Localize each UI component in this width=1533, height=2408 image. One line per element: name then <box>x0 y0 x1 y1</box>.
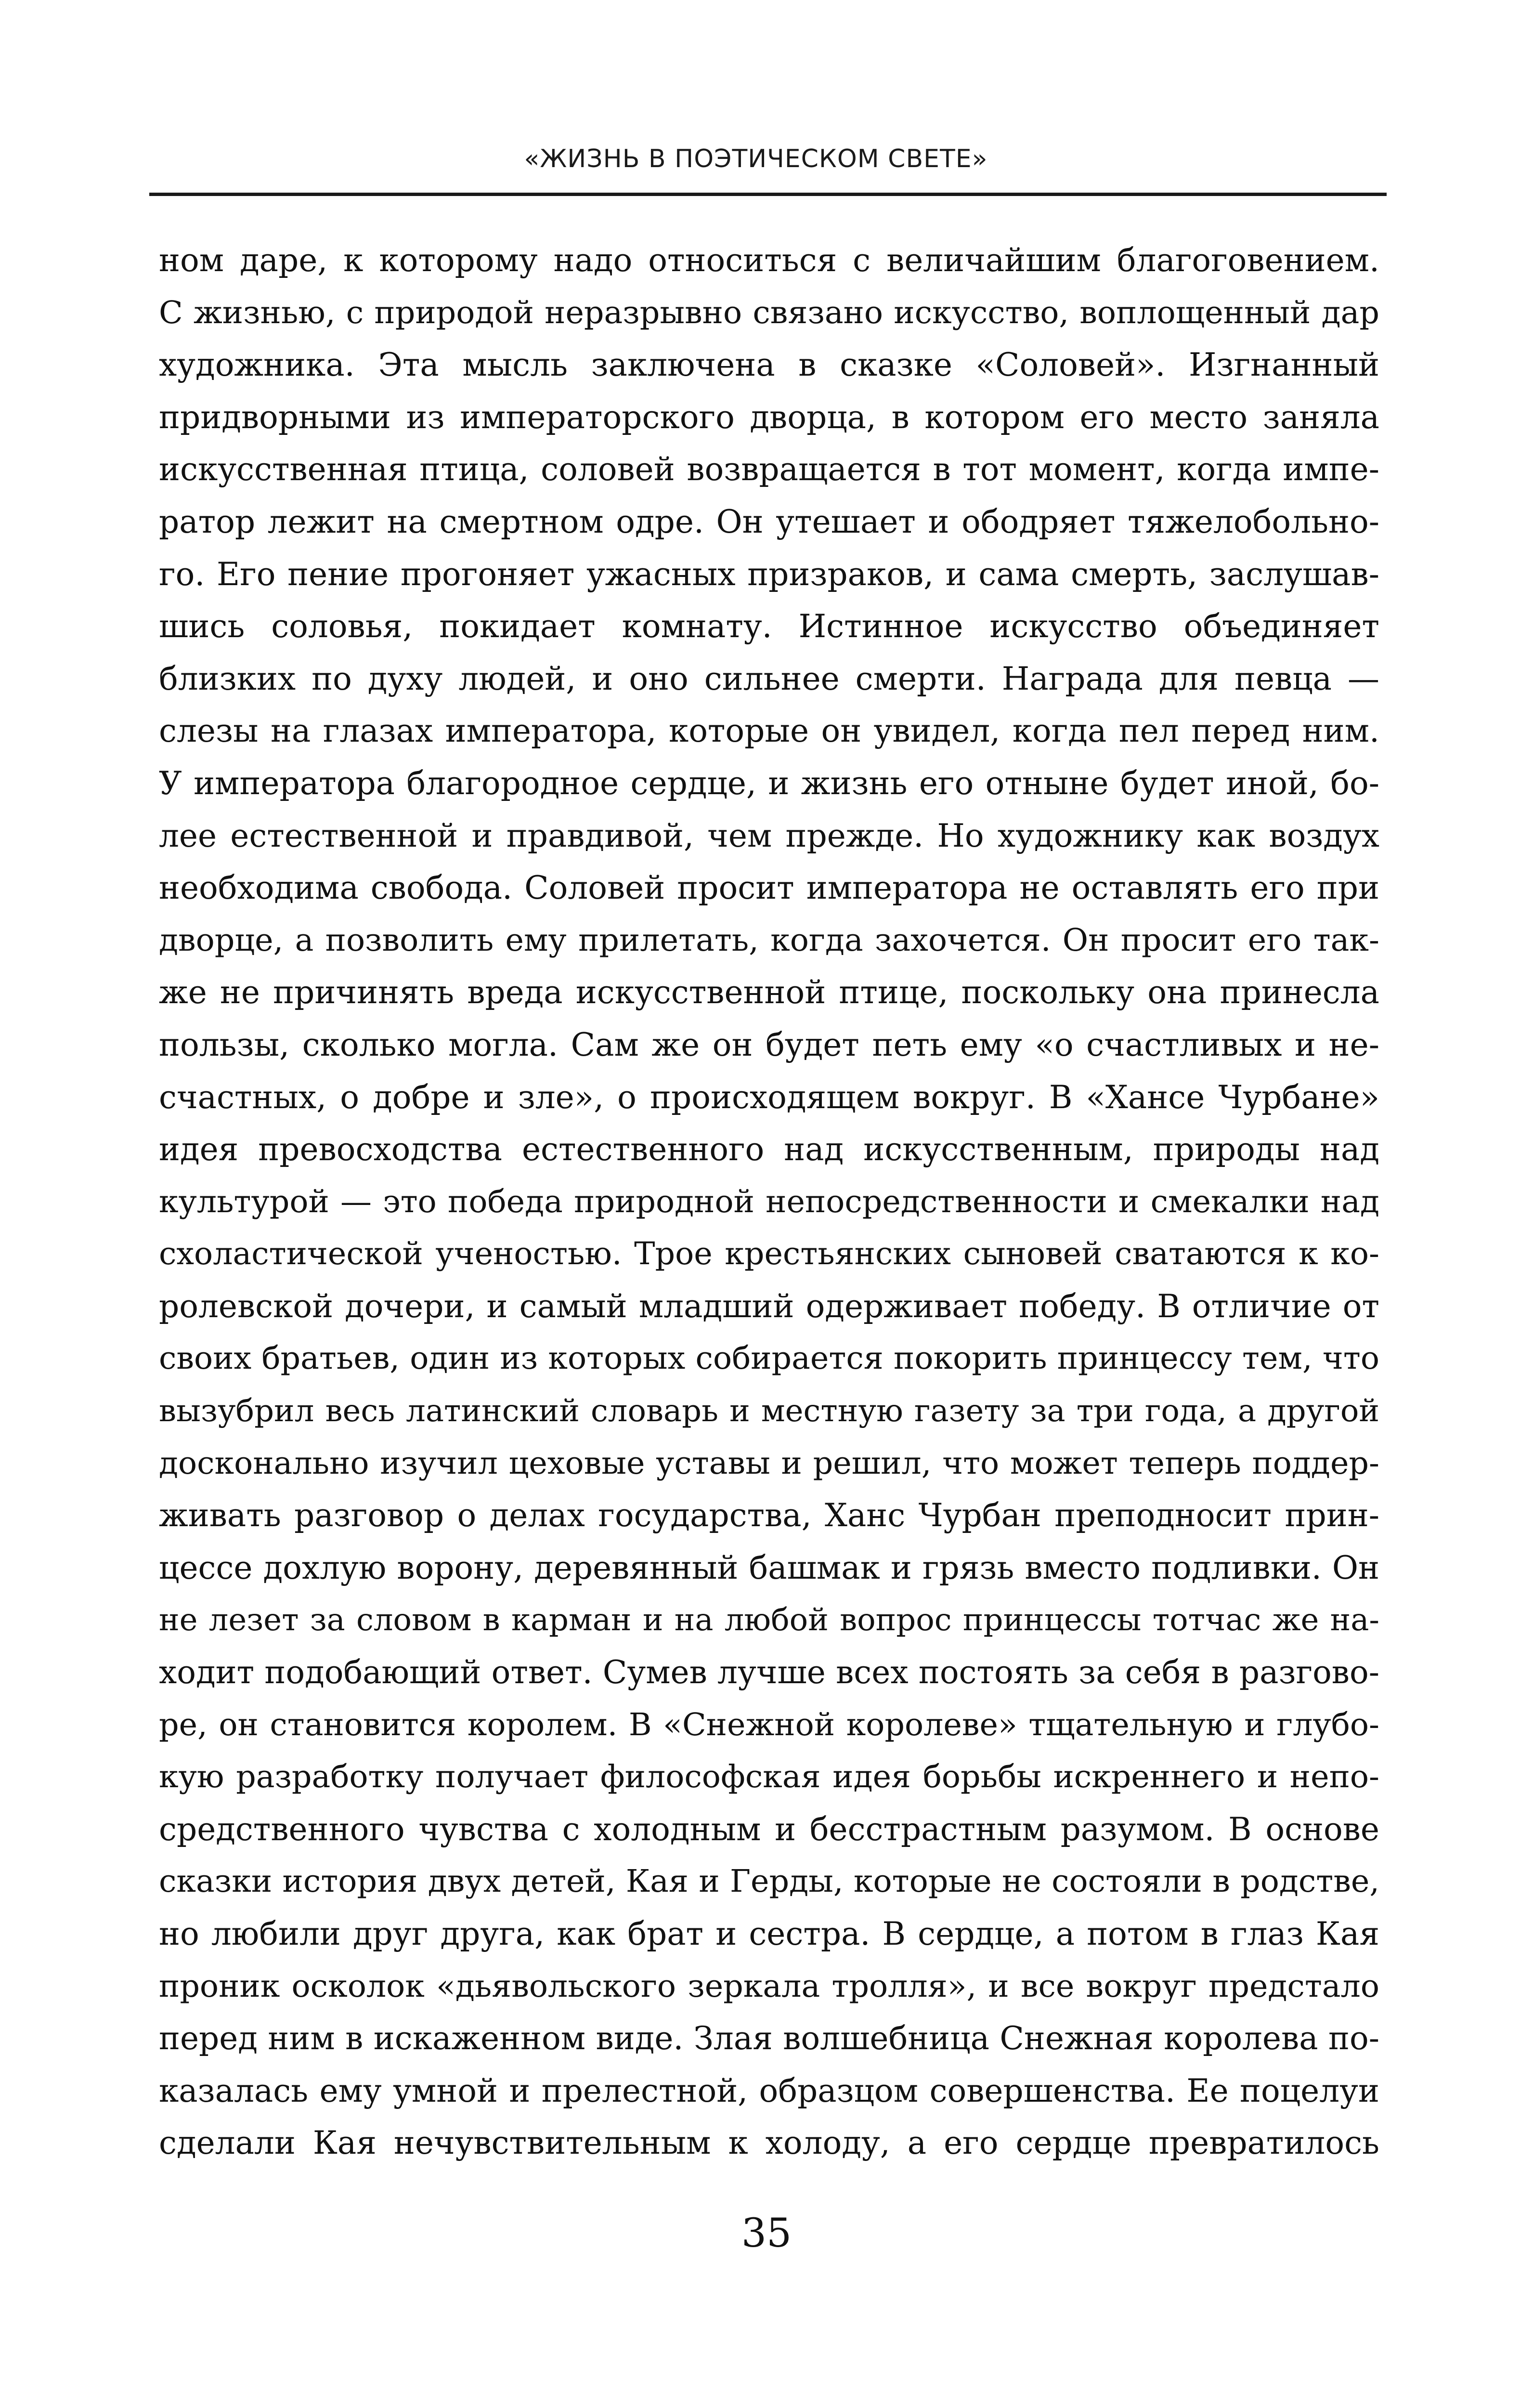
text-line: досконально изучил цеховые уставы и решил, что может теперь поддер- <box>159 1445 1379 1481</box>
text-line: же не причинять вреда искусственной птице, поскольку она принесла <box>159 974 1379 1011</box>
text-line: лее естественной и правдивой, чем прежде. Но художнику как воздух <box>159 817 1379 854</box>
text-line: близких по духу людей, и оно сильнее смерти. Награда для певца — <box>159 660 1379 697</box>
text-line: ратор лежит на смертном одре. Он утешает и ободряет тяжелобольно- <box>159 503 1379 540</box>
text-line: ходит подобающий ответ. Сумев лучше всех постоять за себя в разгово- <box>159 1654 1379 1691</box>
text-line: придворными из императорского дворца, в котором его место заняла <box>159 398 1379 436</box>
text-line: необходима свобода. Соловей просит императора не оставлять его при <box>159 869 1379 907</box>
text-line: ролевской дочери, и самый младший одерживает победу. В отличие от <box>159 1287 1379 1325</box>
text-line: сделали Кая нечувствительным к холоду, а его сердце превратилось <box>159 2124 1379 2162</box>
text-line: кую разработку получает философская идея борьбы искреннего и непо- <box>159 1759 1379 1795</box>
text-line: ре, он становится королем. В «Снежной королеве» тщательную и глубо- <box>159 1706 1379 1743</box>
text-line: го. Его пение прогоняет ужасных призраков, и сама смерть, заслушав- <box>159 555 1379 593</box>
page-number: 35 <box>741 2211 792 2256</box>
text-line: ном даре, к которому надо относиться с величайшим благоговением. <box>159 242 1379 279</box>
text-line: проник осколок «дьявольского зеркала тролля», и все вокруг предстало <box>159 1968 1379 2004</box>
text-line: У императора благородное сердце, и жизнь его отныне будет иной, бо- <box>159 764 1379 802</box>
text-line: художника. Эта мысль заключена в сказке «Соловей». Изгнанный <box>159 346 1379 384</box>
text-line: идея превосходства естественного над искусственным, природы над <box>159 1131 1379 1168</box>
text-line: но любили друг друга, как брат и сестра. В сердце, а потом в глаз Кая <box>159 1915 1379 1952</box>
text-line: живать разговор о делах государства, Ханс Чурбан преподносит прин- <box>159 1497 1379 1534</box>
header-rule <box>149 193 1387 196</box>
text-line: культурой — это победа природной непосредственности и смекалки над <box>159 1183 1379 1220</box>
text-line: своих братьев, один из которых собирается покорить принцессу тем, что <box>159 1340 1379 1377</box>
text-line: не лезет за словом в карман и на любой вопрос принцессы тотчас же на- <box>159 1602 1379 1638</box>
text-line: вызубрил весь латинский словарь и местную газету за три года, а другой <box>159 1393 1379 1429</box>
text-line: дворце, а позволить ему прилетать, когда захочется. Он просит его так- <box>159 922 1379 958</box>
text-line: сказки история двух детей, Кая и Герды, которые не состояли в родстве, <box>159 1863 1379 1900</box>
text-line: счастных, о добре и зле», о происходящем вокруг. В «Хансе Чурбане» <box>159 1078 1379 1116</box>
text-line: схоластической ученостью. Трое крестьянских сыновей сватаются к ко- <box>159 1236 1379 1272</box>
text-line: С жизнью, с природой неразрывно связано искусство, воплощенный дар <box>159 294 1379 331</box>
text-line: пользы, сколько могла. Сам же он будет петь ему «о счастливых и не- <box>159 1026 1379 1063</box>
text-line: цессе дохлую ворону, деревянный башмак и грязь вместо подливки. Он <box>159 1549 1379 1586</box>
text-line: искусственная птица, соловей возвращается в тот момент, когда импе- <box>159 451 1379 488</box>
body-text <box>159 235 1379 2170</box>
text-line: шись соловья, покидает комнату. Истинное искусство объединяет <box>159 608 1379 645</box>
running-title: «ЖИЗНЬ В ПОЭТИЧЕСКОМ СВЕТЕ» <box>524 144 988 173</box>
text-line: казалась ему умной и прелестной, образцом совершенства. Ее поцелуи <box>159 2072 1379 2109</box>
text-line: средственного чувства с холодным и бесстрастным разумом. В основе <box>159 1810 1379 1848</box>
text-line: перед ним в искаженном виде. Злая волшебница Снежная королева по- <box>159 2020 1379 2057</box>
text-line: слезы на глазах императора, которые он увидел, когда пел перед ним. <box>159 712 1379 750</box>
